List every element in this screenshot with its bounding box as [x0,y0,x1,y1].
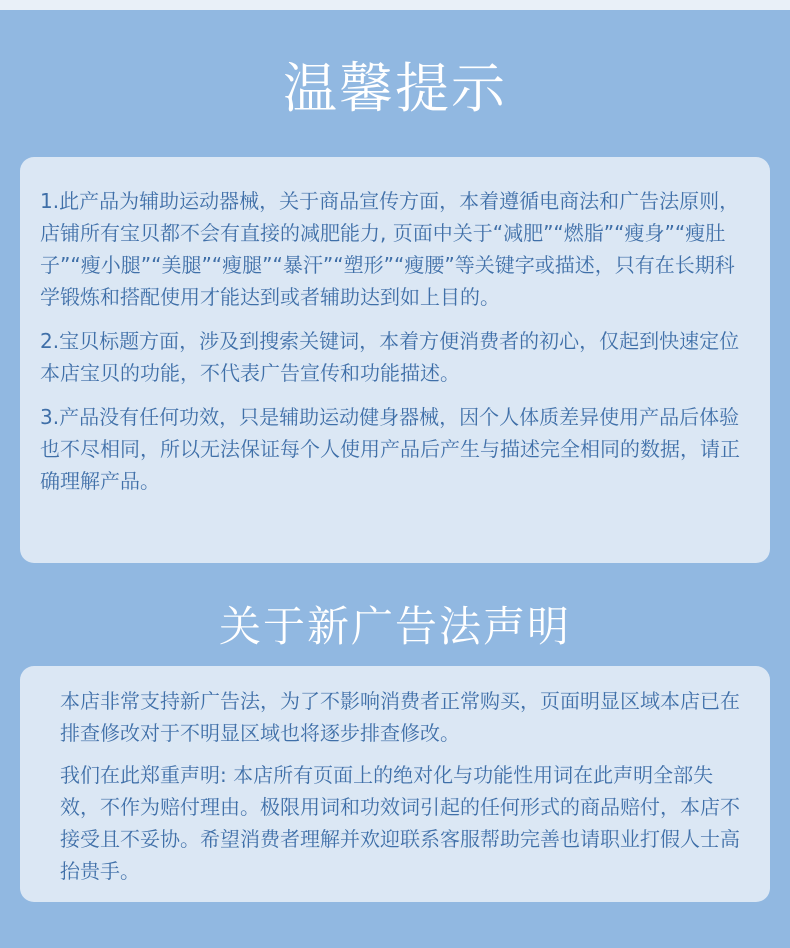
notice-paragraph-3: 3.产品没有任何功效，只是辅助运动健身器械，因个人体质差异使用产品后体验也不尽相同，所以无法保证每个人使用产品后产生与描述完全相同的数据，请正确理解产品。 [40,405,740,493]
ad-law-title: 关于新广告法声明 [218,602,571,651]
notice-title: 温馨提示 [283,57,507,120]
ad-law-paragraph-2: 我们在此郑重声明: 本店所有页面上的绝对化与功能性用词在此声明全部失效，不作为赔付理由。极限用词和功效词引起的任何形式的商品赔付，本店不接受且不妥协。希望消费者理解并欢迎联系客服帮助完善也请职业打假人士高抬贵手。 [60,763,740,883]
notice-card [20,157,770,563]
top-divider-strip [0,0,790,10]
notice-paragraph-2: 2.宝贝标题方面，涉及到搜索关键词，本着方便消费者的初心，仅起到快速定位本店宝贝的功能，不代表广告宣传和功能描述。 [40,329,740,385]
ad-law-card [20,666,770,902]
notice-paragraph-1: 1.此产品为辅助运动器械，关于商品宣传方面，本着遵循电商法和广告法原则，店铺所有宝贝都不会有直接的减肥能力, 页面中关于“减肥”“燃脂”“瘦身”“瘦肚子”“瘦小腿”“美腿”“瘦腿”“暴汗”“塑形”“瘦腰”等关键字或描述，只有在长期科学锻炼和搭配使用才能达到或者辅助达到如上目的。 [40,189,740,309]
ad-law-paragraph-1: 本店非常支持新广告法，为了不影响消费者正常购买，页面明显区域本店已在排查修改对于不明显区域也将逐步排查修改。 [60,689,740,745]
